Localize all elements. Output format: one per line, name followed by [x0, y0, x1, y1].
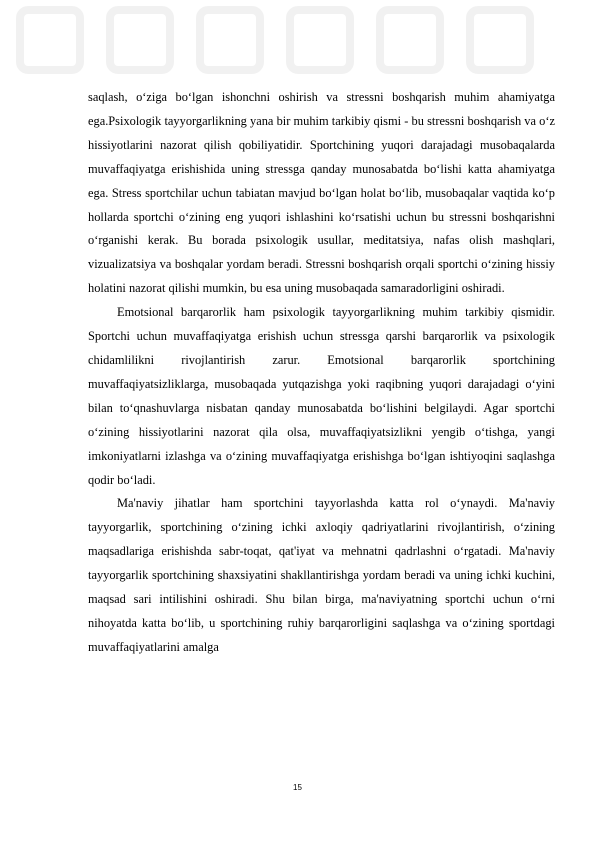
- paragraph-3: Ma'naviy jihatlar ham sportchini tayyorlashda katta rol o‘ynaydi. Ma'naviy tayyorgarlik, sportchining o‘zining ichki axloqiy qadriyatlarini rivojlantirish, o‘zining maqsadlariga erishishda sabr-toqat, qat'iyat va mehnatni qadrlashni o‘rgatadi. Ma'naviy tayyorgarlik sportchining shaxsiyatini shakllantirishga yordam beradi va uning ichki kuchini, maqsad sari intilishini oshiradi. Shu bilan birga, ma'naviyatning sportchi uchun o‘rni nihoyatda katta bo‘lib, u sportchining ruhiy barqarorligini saqlashga va o‘zining sportdagi muvaffaqiyatlarini amalga: [88, 496, 555, 654]
- page-number: 15: [293, 783, 302, 792]
- paragraph-2: Emotsional barqarorlik ham psixologik tayyorgarlikning muhim tarkibiy qismidir. Sportchi uchun muvaffaqiyatga erishish uchun stressga qarshi barqarorlik va psixologik chidamlilikni rivojlantirish zarur. Emotsional barqarorlik sportchining muvaffaqiyatsizliklarga, musobaqada yutqazishga yoki raqibning yuqori darajadagi o‘yini bilan to‘qnashuvlarga nisbatan qanday munosabatda bo‘lishini belgilaydi. Agar sportchi o‘zining hissiyotlarini nazorat qila olsa, muvaffaqiyatsizlikni yengib o‘tishga, yangi imkoniyatlarni izlashga va o‘zining muvaffaqiyatga erishishga bo‘lgan ishtiyoqini saqlashga qodir bo‘ladi.: [88, 305, 555, 487]
- body-text: [88, 86, 555, 660]
- watermark-pattern: [0, 0, 595, 80]
- paragraph-1: saqlash, o‘ziga bo‘lgan ishonchni oshirish va stressni boshqarish muhim ahamiyatga ega.Psixologik tayyorgarlikning yana bir muhim tarkibiy qismi - bu stressni boshqarish va o‘z hissiyotlarini nazorat qilish qobiliyatidir. Sportchining yuqori darajadagi musobaqalarda muvaffaqiyatga erishishida uning stressga qanday munosabatda bo‘lishi katta ahamiyatga ega. Stress sportchilar uchun tabiatan mavjud bo‘lgan holat bo‘lib, musobaqalar vaqtida ko‘p hollarda sportchi o‘zining eng yuqori ishlashini ko‘rsatishi uchun bu stressni boshqarishni o‘rganishi kerak. Bu borada psixologik usullar, meditatsiya, nafas olish mashqlari, vizualizatsiya va boshqalar yordam beradi. Stressni boshqarish orqali sportchi o‘zining hissiy holatini nazorat qilishi mumkin, bu esa uning musobaqada samaradorligini oshiradi.: [88, 90, 555, 296]
